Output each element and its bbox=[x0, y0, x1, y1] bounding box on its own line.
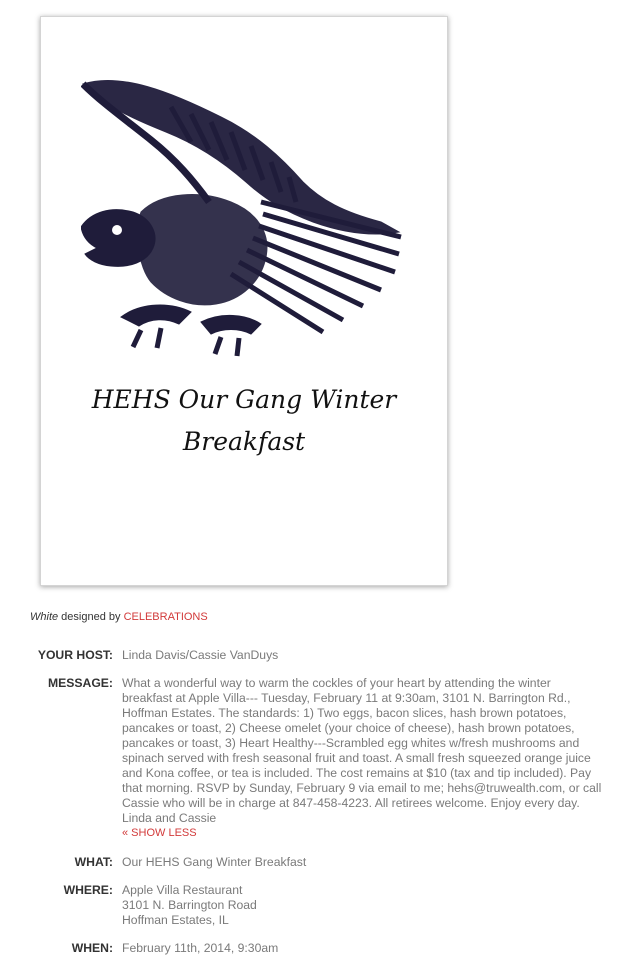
card-title-line2: Breakfast bbox=[182, 427, 306, 456]
card-title bbox=[41, 379, 447, 463]
designer-link[interactable]: CELEBRATIONS bbox=[123, 611, 208, 623]
what-label: WHAT: bbox=[74, 855, 113, 869]
where-venue: Apple Villa Restaurant bbox=[122, 883, 243, 897]
what-value: Our HEHS Gang Winter Breakfast bbox=[122, 855, 307, 869]
design-by-text: designed by bbox=[58, 611, 124, 623]
eagle-illustration bbox=[81, 62, 407, 362]
where-label: WHERE: bbox=[63, 883, 113, 897]
message-body bbox=[122, 676, 602, 841]
when-label: WHEN: bbox=[71, 941, 113, 955]
design-credit bbox=[30, 611, 208, 623]
message-label: MESSAGE: bbox=[47, 676, 113, 690]
where-value bbox=[122, 883, 606, 928]
where-street: 3101 N. Barrington Road bbox=[122, 898, 257, 912]
message-text: What a wonderful way to warm the cockles of your heart by attending the winter breakfast at Apple Villa--- Tuesday, February 11 at 9:30am, 3101 N. Barrington Rd., Hoffman Estates. The standards: 1) Two eggs, bacon slices, hash brown potatoes, pancakes or toast, 2) Cheese omelet (your choice of cheese), hash brown potatoes, pancakes or toast, 3) Heart Healthy---Scrambled egg whites w/fresh mushrooms and spinach served with fresh seasonal fruit and toast. A small fresh squeezed orange juice and Kona coffee, or tea is included. The cost remains at $10 (tax and tip included). Pay that morning. RSVP by Sunday, February 9 via email to me; hehs@truwealth.com, or call Cassie who will be in charge at 847-458-4223. All retirees welcome. Enjoy every day. Linda and Cassie bbox=[122, 676, 602, 825]
host-value: Linda Davis/Cassie VanDuys bbox=[122, 648, 279, 662]
invitation-card bbox=[40, 16, 448, 586]
where-city: Hoffman Estates, IL bbox=[122, 913, 229, 927]
design-name: White bbox=[30, 611, 59, 623]
show-less-link[interactable]: « SHOW LESS bbox=[122, 827, 197, 839]
when-value: February 11th, 2014, 9:30am bbox=[122, 941, 279, 955]
card-title-line1: HEHS Our Gang Winter bbox=[91, 385, 397, 414]
host-label: YOUR HOST: bbox=[37, 648, 113, 662]
